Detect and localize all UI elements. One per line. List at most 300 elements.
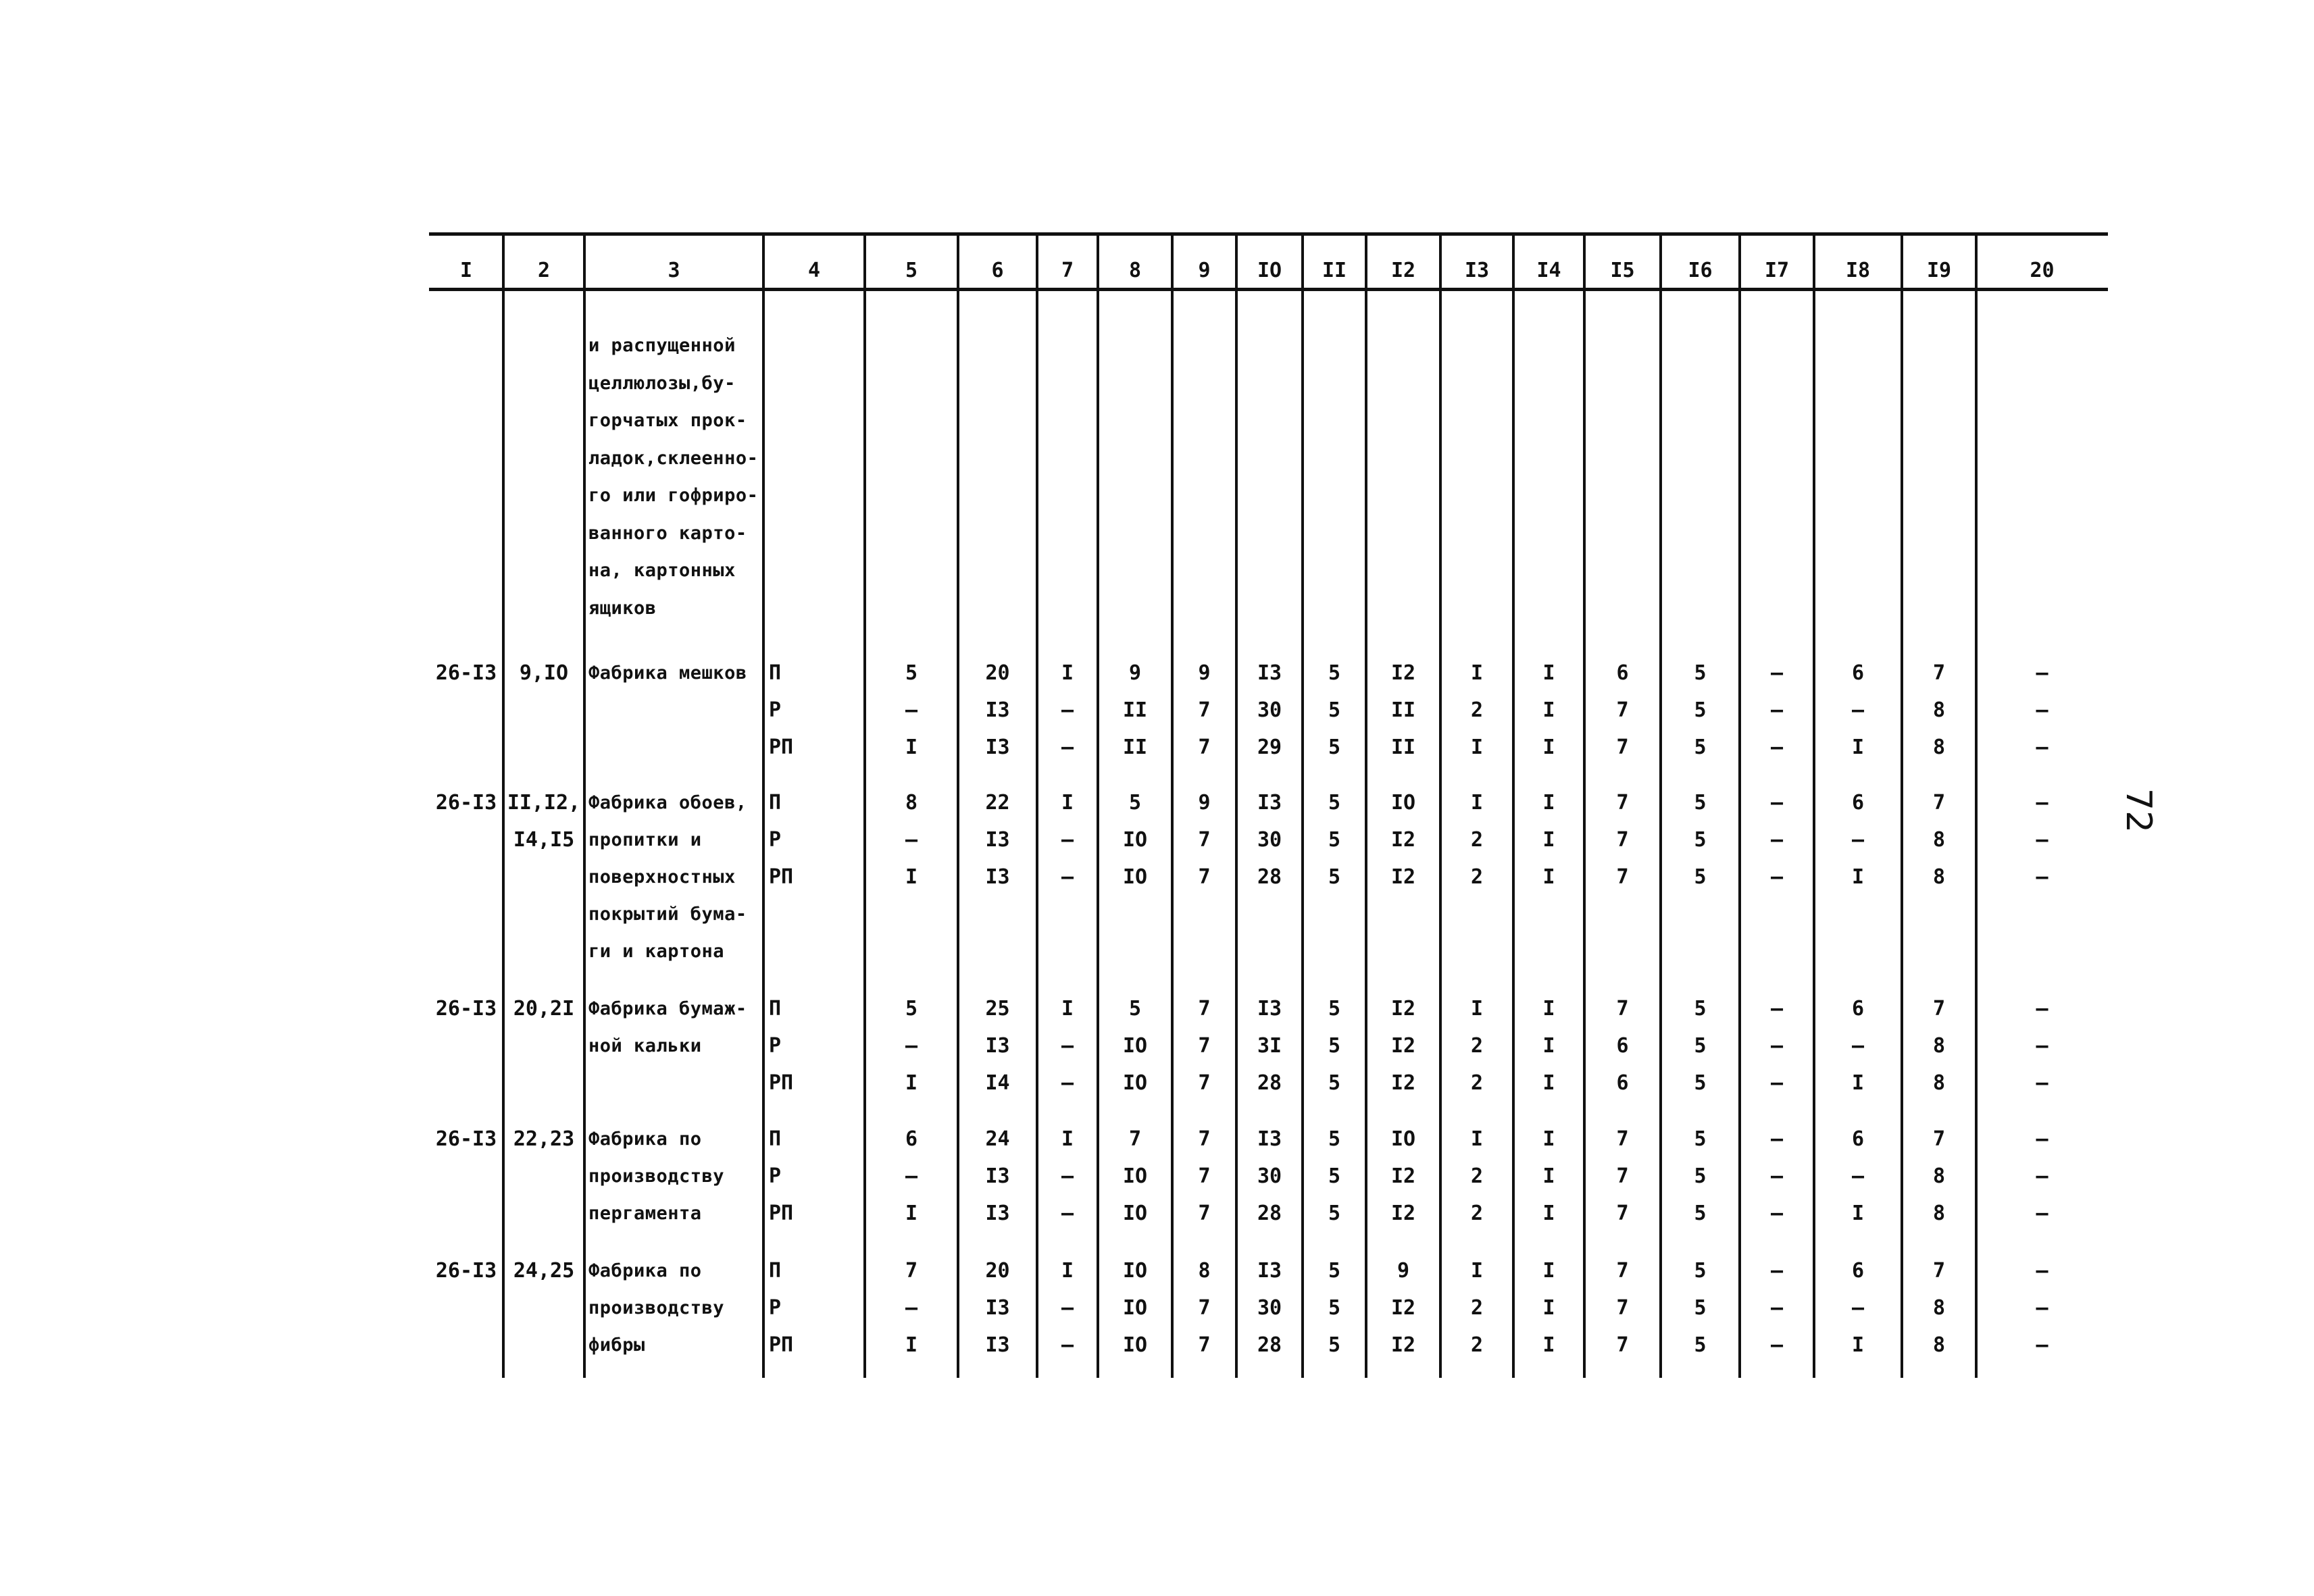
table-cell: IO <box>1122 1296 1148 1320</box>
table-cell: 7 <box>1616 828 1629 852</box>
table-cell: I <box>1851 1071 1865 1095</box>
table-cell: IO <box>1390 1127 1416 1151</box>
table-cell: 5 <box>1328 1202 1341 1225</box>
description-line: Фабрика по <box>588 1129 702 1150</box>
column-header: I <box>459 259 473 282</box>
column-header: 6 <box>991 259 1004 282</box>
table-cell: 2 <box>1470 1164 1484 1188</box>
table-cell: 2 <box>1470 828 1484 852</box>
table-cell: – <box>1061 828 1074 852</box>
table-cell: 5 <box>1328 1127 1341 1151</box>
table-cell: I4 <box>985 1071 1010 1095</box>
column-header: 4 <box>807 259 821 282</box>
table-cell: 28 <box>1257 865 1282 889</box>
table-cell: 6 <box>1851 997 1865 1021</box>
table-cell: 30 <box>1257 698 1282 722</box>
table-cell: 5 <box>905 661 918 685</box>
column-header: 9 <box>1198 259 1211 282</box>
table-cell: IO <box>1122 865 1148 889</box>
table-cell: – <box>1061 1034 1074 1058</box>
table-cell: – <box>2036 736 2048 759</box>
table-cell: 5 <box>1694 1296 1707 1320</box>
table-cell: 5 <box>1694 698 1707 722</box>
table-cell: 7 <box>1198 736 1211 759</box>
table-cell: – <box>1770 1259 1784 1283</box>
description-line: поверхностных <box>588 867 736 887</box>
row-type: П <box>769 791 782 815</box>
table-cell: 8 <box>1932 1071 1946 1095</box>
table-cell: – <box>2036 1296 2048 1320</box>
table-cell: I <box>1470 1127 1484 1151</box>
table-cell: 5 <box>1328 1164 1341 1188</box>
description-line: пергамента <box>588 1203 702 1224</box>
table-cell: 8 <box>1932 1333 1946 1357</box>
table-cell: I2 <box>1390 828 1416 852</box>
table-cell: I2 <box>1390 661 1416 685</box>
table-cell: 5 <box>1694 865 1707 889</box>
table-cell: – <box>1770 997 1784 1021</box>
table-cell: – <box>1061 1333 1074 1357</box>
table-cell: 5 <box>1694 997 1707 1021</box>
table-cell: 7 <box>1616 736 1629 759</box>
table-cell: I <box>1542 661 1555 685</box>
table-cell: I3 <box>985 828 1010 852</box>
table-cell: 7 <box>905 1259 918 1283</box>
table-cell: 3I <box>1257 1034 1282 1058</box>
table-cell: IO <box>1122 1259 1148 1283</box>
table-cell: – <box>2036 997 2048 1021</box>
table-cell: I <box>1470 997 1484 1021</box>
table-cell: – <box>1851 698 1865 722</box>
table-cell: 9 <box>1128 661 1142 685</box>
table-cell: – <box>905 1164 918 1188</box>
table-cell: 28 <box>1257 1071 1282 1095</box>
row-type: П <box>769 997 782 1021</box>
table-cell: II <box>1122 698 1148 722</box>
table-cell: 9 <box>1198 661 1211 685</box>
row-type: РП <box>769 1071 794 1095</box>
column-header: 7 <box>1061 259 1074 282</box>
table-cell: 7 <box>1198 1164 1211 1188</box>
table-cell: I3 <box>985 736 1010 759</box>
description-line: ладок,склеенно- <box>588 447 759 469</box>
table-cell: I <box>1851 1202 1865 1225</box>
page-number: 72 <box>2118 788 2159 833</box>
table-cell: 5 <box>1328 736 1341 759</box>
table-cell: 5 <box>1694 1164 1707 1188</box>
table-cell: 5 <box>905 997 918 1021</box>
table-cell: I2 <box>1390 1071 1416 1095</box>
table-cell: 5 <box>1128 791 1142 815</box>
table-cell: 7 <box>1198 1071 1211 1095</box>
table-cell: 7 <box>1616 1259 1629 1283</box>
table-cell: 2 <box>1470 698 1484 722</box>
table-cell: I <box>1851 1333 1865 1357</box>
column-header: I6 <box>1688 259 1713 282</box>
table-cell: 7 <box>1198 698 1211 722</box>
table-cell: – <box>1770 791 1784 815</box>
description-line: и распущенной <box>588 335 736 356</box>
table-cell: 7 <box>1198 1034 1211 1058</box>
section-numbers: 22,23 <box>513 1127 575 1151</box>
description-line: Фабрика обоев, <box>588 792 747 813</box>
column-header: IO <box>1257 259 1282 282</box>
table-cell: II <box>1390 736 1416 759</box>
table-cell: 5 <box>1328 1333 1341 1357</box>
row-code: 26-I3 <box>435 661 497 685</box>
table-cell: II <box>1390 698 1416 722</box>
table-cell: I2 <box>1390 997 1416 1021</box>
table-cell: 8 <box>1932 1296 1946 1320</box>
header-top-rule <box>429 232 2108 236</box>
table-cell: 7 <box>1198 1202 1211 1225</box>
table-cell: 30 <box>1257 828 1282 852</box>
table-cell: I2 <box>1390 1164 1416 1188</box>
table-cell: I <box>1061 1259 1074 1283</box>
table-cell: – <box>1061 698 1074 722</box>
table-cell: IO <box>1122 1202 1148 1225</box>
table-cell: II <box>1122 736 1148 759</box>
table-cell: – <box>1770 1202 1784 1225</box>
table-cell: 8 <box>1198 1259 1211 1283</box>
row-type: РП <box>769 865 794 889</box>
table-cell: I <box>1542 997 1555 1021</box>
table-cell: I <box>1542 1333 1555 1357</box>
table-cell: 7 <box>1616 1202 1629 1225</box>
table-cell: I <box>1470 791 1484 815</box>
description-line: Фабрика по <box>588 1260 702 1281</box>
column-rule <box>762 232 765 1378</box>
table-cell: 7 <box>1616 698 1629 722</box>
table-cell: 5 <box>1694 1202 1707 1225</box>
row-type: Р <box>769 1164 782 1188</box>
row-type: Р <box>769 828 782 852</box>
table-cell: I <box>1851 736 1865 759</box>
column-header: I4 <box>1536 259 1561 282</box>
table-cell: 6 <box>1851 1127 1865 1151</box>
description-line: ги и картона <box>588 941 725 962</box>
table-cell: I <box>1542 1259 1555 1283</box>
table-cell: – <box>905 1296 918 1320</box>
table-cell: 2 <box>1470 865 1484 889</box>
table-cell: I3 <box>1257 1127 1282 1151</box>
table-cell: 9 <box>1198 791 1211 815</box>
column-header: II <box>1322 259 1347 282</box>
description-line: целлюлозы,бу- <box>588 372 736 394</box>
row-code: 26-I3 <box>435 997 497 1021</box>
row-code: 26-I3 <box>435 791 497 815</box>
column-header: 8 <box>1128 259 1142 282</box>
table-cell: I <box>905 1071 918 1095</box>
column-header: 20 <box>2030 259 2055 282</box>
table-cell: I <box>1470 1259 1484 1283</box>
table-cell: – <box>1061 865 1074 889</box>
table-cell: 2 <box>1470 1202 1484 1225</box>
table-cell: – <box>2036 791 2048 815</box>
table-cell: – <box>2036 865 2048 889</box>
table-cell: I3 <box>985 1296 1010 1320</box>
row-type: П <box>769 1127 782 1151</box>
table-cell: – <box>2036 661 2048 685</box>
table-cell: 8 <box>1932 698 1946 722</box>
table-cell: 6 <box>1851 791 1865 815</box>
table-cell: 5 <box>1694 661 1707 685</box>
table-cell: 20 <box>985 661 1010 685</box>
table-cell: I <box>1061 997 1074 1021</box>
description-line: на, картонных <box>588 560 736 581</box>
table-cell: 7 <box>1198 865 1211 889</box>
table-cell: I3 <box>1257 791 1282 815</box>
table-cell: 7 <box>1932 1259 1946 1283</box>
table-cell: – <box>1851 1296 1865 1320</box>
section-numbers: 9,IO <box>519 661 569 685</box>
table-cell: 5 <box>1328 661 1341 685</box>
table-cell: 7 <box>1616 791 1629 815</box>
table-cell: I2 <box>1390 1034 1416 1058</box>
table-cell: 7 <box>1932 661 1946 685</box>
description-line: фибры <box>588 1335 645 1356</box>
table-cell: I3 <box>1257 661 1282 685</box>
row-type: РП <box>769 1333 794 1357</box>
table-cell: I3 <box>1257 997 1282 1021</box>
table-cell: 5 <box>1328 698 1341 722</box>
table-cell: 29 <box>1257 736 1282 759</box>
table-cell: – <box>1770 1164 1784 1188</box>
row-code: 26-I3 <box>435 1259 497 1283</box>
table-cell: – <box>1770 865 1784 889</box>
table-cell: – <box>2036 698 2048 722</box>
table-cell: 8 <box>1932 1034 1946 1058</box>
table-cell: – <box>1061 736 1074 759</box>
table-cell: 5 <box>1694 1333 1707 1357</box>
description-line: ящиков <box>588 597 657 619</box>
table-cell: – <box>905 828 918 852</box>
table-cell: – <box>1770 698 1784 722</box>
table-cell: 6 <box>1616 1034 1629 1058</box>
section-numbers: II,I2, <box>507 791 581 815</box>
table-cell: I <box>1061 1127 1074 1151</box>
table-cell: 5 <box>1694 1127 1707 1151</box>
table-cell: I <box>1542 791 1555 815</box>
table-cell: – <box>2036 1333 2048 1357</box>
header-bottom-rule <box>429 288 2108 291</box>
table-cell: 7 <box>1616 1333 1629 1357</box>
table-cell: IO <box>1122 828 1148 852</box>
column-header: 3 <box>668 259 680 282</box>
table-cell: I3 <box>985 865 1010 889</box>
table-cell: – <box>1770 1333 1784 1357</box>
table-cell: 7 <box>1932 1127 1946 1151</box>
table-cell: I2 <box>1390 1296 1416 1320</box>
table-cell: I <box>905 865 918 889</box>
table-cell: I <box>1542 1127 1555 1151</box>
table-cell: 7 <box>1616 997 1629 1021</box>
table-cell: – <box>1061 1202 1074 1225</box>
table-cell: – <box>1770 828 1784 852</box>
table-cell: 8 <box>1932 1202 1946 1225</box>
table-cell: 2 <box>1470 1071 1484 1095</box>
table-cell: 5 <box>1694 1034 1707 1058</box>
table-cell: 2 <box>1470 1333 1484 1357</box>
description-line: пропитки и <box>588 829 702 850</box>
table-cell: 24 <box>985 1127 1010 1151</box>
table-cell: – <box>1061 1296 1074 1320</box>
table-cell: 5 <box>1328 997 1341 1021</box>
row-type: П <box>769 1259 782 1283</box>
table-cell: I <box>1542 865 1555 889</box>
table-cell: – <box>1851 1034 1865 1058</box>
table-cell: 6 <box>1616 1071 1629 1095</box>
description-line: покрытий бума- <box>588 904 747 925</box>
table-cell: 2 <box>1470 1034 1484 1058</box>
table-cell: I <box>1542 1071 1555 1095</box>
table-cell: 5 <box>1328 865 1341 889</box>
table-cell: I3 <box>985 1164 1010 1188</box>
table-cell: I2 <box>1390 1333 1416 1357</box>
row-type: Р <box>769 1296 782 1320</box>
description-line: горчатых прок- <box>588 410 747 431</box>
table-cell: I <box>1470 661 1484 685</box>
row-type: Р <box>769 1034 782 1058</box>
table-cell: 5 <box>1328 828 1341 852</box>
table-cell: I3 <box>985 698 1010 722</box>
description-line: производству <box>588 1166 725 1187</box>
table-cell: IO <box>1122 1333 1148 1357</box>
section-numbers: 20,2I <box>513 997 575 1021</box>
table-cell: – <box>1770 1071 1784 1095</box>
table-cell: – <box>2036 1259 2048 1283</box>
table-cell: I <box>1851 865 1865 889</box>
table-cell: 6 <box>905 1127 918 1151</box>
table-cell: I3 <box>1257 1259 1282 1283</box>
table-cell: I <box>1470 736 1484 759</box>
row-type: П <box>769 661 782 685</box>
table-cell: 7 <box>1198 997 1211 1021</box>
description-line: го или гофриро- <box>588 485 759 506</box>
table-cell: IO <box>1122 1034 1148 1058</box>
column-header: I2 <box>1390 259 1416 282</box>
row-type: РП <box>769 736 794 759</box>
table-cell: 7 <box>1616 865 1629 889</box>
table-cell: 6 <box>1851 1259 1865 1283</box>
table-cell: 8 <box>1932 736 1946 759</box>
description-line: Фабрика бумаж- <box>588 998 747 1019</box>
description-line: ной кальки <box>588 1035 702 1056</box>
table-cell: IO <box>1390 791 1416 815</box>
row-type: РП <box>769 1202 794 1225</box>
table-cell: 7 <box>1198 1127 1211 1151</box>
table-cell: – <box>2036 828 2048 852</box>
table-cell: 25 <box>985 997 1010 1021</box>
table-cell: I <box>1542 1164 1555 1188</box>
table-cell: – <box>2036 1071 2048 1095</box>
column-header: I9 <box>1926 259 1952 282</box>
row-code: 26-I3 <box>435 1127 497 1151</box>
table-cell: 5 <box>1328 791 1341 815</box>
table-cell: 5 <box>1694 1259 1707 1283</box>
table-cell: 7 <box>1932 791 1946 815</box>
description-line: Фабрика мешков <box>588 663 747 684</box>
table-cell: – <box>1770 736 1784 759</box>
table-cell: – <box>2036 1127 2048 1151</box>
table-cell: 20 <box>985 1259 1010 1283</box>
table-cell: 8 <box>1932 1164 1946 1188</box>
table-cell: 7 <box>1128 1127 1142 1151</box>
table-cell: 5 <box>1128 997 1142 1021</box>
table-cell: 8 <box>905 791 918 815</box>
table-cell: 22 <box>985 791 1010 815</box>
row-type: Р <box>769 698 782 722</box>
column-header: I3 <box>1464 259 1490 282</box>
table-cell: 8 <box>1932 865 1946 889</box>
table-cell: I2 <box>1390 1202 1416 1225</box>
table-cell: I <box>1542 1202 1555 1225</box>
table-cell: I2 <box>1390 865 1416 889</box>
table-cell: 5 <box>1694 1071 1707 1095</box>
table-cell: 30 <box>1257 1164 1282 1188</box>
table-cell: I <box>1542 698 1555 722</box>
table-cell: 7 <box>1198 1296 1211 1320</box>
table-cell: – <box>2036 1164 2048 1188</box>
table-cell: – <box>1770 1034 1784 1058</box>
table-cell: 5 <box>1694 791 1707 815</box>
table-cell: – <box>1061 1164 1074 1188</box>
table-cell: I <box>905 1333 918 1357</box>
table-cell: 28 <box>1257 1333 1282 1357</box>
table-cell: 5 <box>1328 1071 1341 1095</box>
table-cell: 5 <box>1328 1296 1341 1320</box>
table-cell: I3 <box>985 1034 1010 1058</box>
table-cell: 5 <box>1694 736 1707 759</box>
table-cell: 5 <box>1694 828 1707 852</box>
table-cell: 7 <box>1616 1164 1629 1188</box>
table-cell: – <box>1770 661 1784 685</box>
table-cell: 2 <box>1470 1296 1484 1320</box>
table-cell: – <box>905 1034 918 1058</box>
table-cell: 5 <box>1328 1034 1341 1058</box>
column-header: I7 <box>1764 259 1790 282</box>
table-cell: IO <box>1122 1164 1148 1188</box>
description-line: производству <box>588 1297 725 1318</box>
table-cell: I <box>1061 661 1074 685</box>
column-header: I5 <box>1610 259 1635 282</box>
table-cell: I3 <box>985 1202 1010 1225</box>
table-cell: 7 <box>1616 1127 1629 1151</box>
table-cell: – <box>905 698 918 722</box>
table-cell: I3 <box>985 1333 1010 1357</box>
table-cell: 9 <box>1397 1259 1410 1283</box>
table-cell: 5 <box>1328 1259 1341 1283</box>
section-numbers: 24,25 <box>513 1259 575 1283</box>
table-cell: 8 <box>1932 828 1946 852</box>
section-numbers: I4,I5 <box>513 828 575 852</box>
table-cell: 28 <box>1257 1202 1282 1225</box>
table-cell: – <box>2036 1034 2048 1058</box>
table-cell: – <box>1851 1164 1865 1188</box>
table-cell: I <box>1542 736 1555 759</box>
table-cell: – <box>1770 1296 1784 1320</box>
table-cell: 7 <box>1932 997 1946 1021</box>
table-cell: – <box>1851 828 1865 852</box>
table-cell: 30 <box>1257 1296 1282 1320</box>
column-header: 2 <box>537 259 551 282</box>
table-cell: 7 <box>1616 1296 1629 1320</box>
table-cell: IO <box>1122 1071 1148 1095</box>
table-cell: I <box>905 736 918 759</box>
table-cell: 7 <box>1198 828 1211 852</box>
table-cell: I <box>905 1202 918 1225</box>
table-cell: – <box>1061 1071 1074 1095</box>
